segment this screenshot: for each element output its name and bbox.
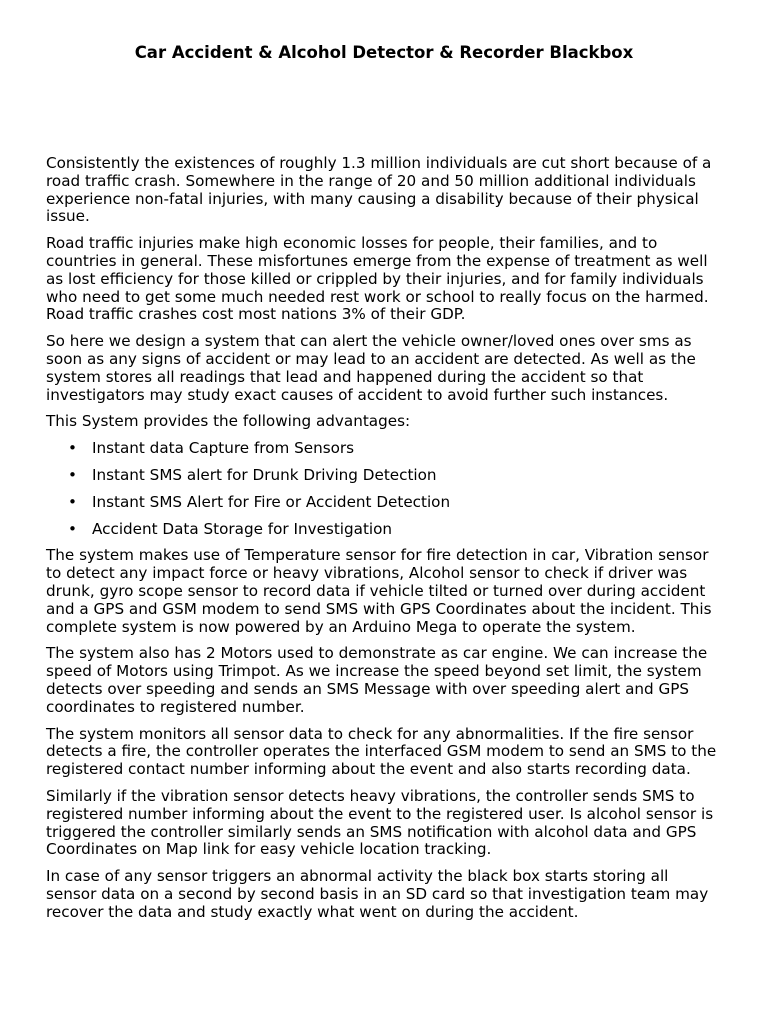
list-item-text: Instant data Capture from Sensors: [92, 439, 355, 458]
details-paragraph-2: The system also has 2 Motors used to demonstrate as car engine. We can increase the speed of Motors using Trimpot. As we increase the speed beyond set limit, the system detects over speeding and sends an SMS Message with over speeding alert and GPS coordinates to registered number.: [46, 644, 708, 716]
details-paragraph-3: The system monitors all sensor data to check for any abnormalities. If the fire sensor detects a fire, the controller operates the interfaced GSM modem to send an SMS to the registered contact number informing about the event and also starts recording data.: [46, 724, 717, 779]
intro-paragraph-1: Consistently the existences of roughly 1.3 million individuals are cut short because of a road traffic crash. Somewhere in the range of 20 and 50 million additional individuals experience non-fatal injuries, with many causing a disability because of their physical issue.: [46, 154, 712, 226]
bullet-icon: •: [68, 519, 77, 538]
list-item: [46, 467, 722, 485]
bullet-icon: •: [68, 439, 77, 458]
details-paragraph-4: Similarly if the vibration sensor detects heavy vibrations, the controller sends SMS to registered number informing about the event to the registered user. Is alcohol sensor is triggered the controller similarly sends an SMS notification with alcohol data and GPS Coordinates on Map link for easy vehicle location tracking.: [46, 786, 714, 859]
intro-paragraph-3: So here we design a system that can alert the vehicle owner/loved ones over sms as soon as any signs of accident or may lead to an accident are detected. As well as the system stores all readings that lead and happened during the accident so that investigators may study exact causes of accident to avoid further such instances.: [46, 332, 696, 404]
document-title: Car Accident & Alcohol Detector & Recorder Blackbox: [134, 43, 634, 62]
document-body: [46, 155, 722, 921]
list-item: [46, 440, 722, 458]
list-item-text: Instant SMS alert for Drunk Driving Detection: [92, 465, 437, 484]
details-paragraph-5: In case of any sensor triggers an abnormal activity the black box starts storing all sensor data on a second by second basis in an SD card so that investigation team may recover the data and study exactly what went on during the accident.: [46, 867, 709, 921]
intro-paragraph-2: Road traffic injuries make high economic losses for people, their families, and to countries in general. These misfortunes emerge from the expense of treatment as well as lost efficiency for those killed or crippled by their injuries, and for family individuals who need to get some much needed rest work or school to really focus on the harmed. Road traffic crashes cost most nations 3% of their GDP.: [46, 234, 709, 324]
list-item-text: Accident Data Storage for Investigation: [92, 519, 393, 538]
list-item-text: Instant SMS Alert for Fire or Accident Detection: [92, 492, 451, 511]
bullet-icon: •: [68, 465, 77, 484]
details-paragraph-1: The system makes use of Temperature sensor for fire detection in car, Vibration sensor to detect any impact force or heavy vibrations, Alcohol sensor to check if driver was drunk, gyro scope sensor to record data if vehicle tilted or turned over during accident and a GPS and GSM modem to send SMS with GPS Coordinates about the incident. This complete system is now powered by an Arduino Mega to operate the system.: [46, 546, 712, 636]
advantages-list: [46, 440, 722, 538]
advantages-intro: This System provides the following advantages:: [46, 412, 411, 431]
list-item: [46, 494, 722, 512]
bullet-icon: •: [68, 492, 77, 511]
list-item: [46, 521, 722, 539]
